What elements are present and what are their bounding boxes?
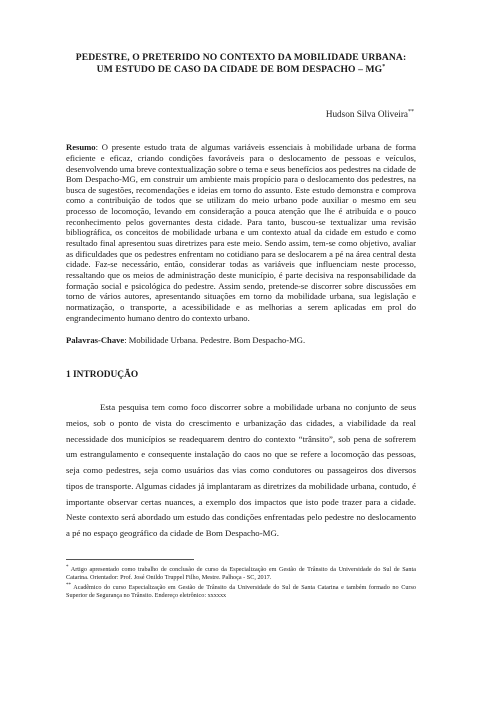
keywords-label: Palavras-Chave bbox=[66, 335, 125, 346]
footnote-1-text: Artigo apresentado como trabalho de conclusão de curso da Especialização em Gestão de Trânsito da Universidade do Sul de Santa Catarina. Orientador: Prof. José Onildo Truppel Filho, Mestre. Palhoça - SC, 2017. bbox=[66, 565, 416, 581]
title-footnote-mark: * bbox=[382, 63, 386, 70]
paper-title bbox=[66, 52, 416, 75]
footnote-2 bbox=[66, 584, 416, 600]
keywords-text: : Mobilidade Urbana. Pedestre. Bom Despacho-MG. bbox=[124, 335, 306, 346]
abstract bbox=[66, 142, 416, 323]
section-heading: 1 INTRODUÇÃO bbox=[66, 370, 139, 381]
abstract-label: Resumo bbox=[66, 142, 96, 153]
abstract-text: : O presente estudo trata de algumas variáveis essenciais à mobilidade urbana de forma eficiente e eficaz, criando condições favoráveis para o deslocamento de pessoas e veículos, desenvolvendo uma breve contextualização sobre o tema e seus benefícios aos pedestres na cidade de Bom Despacho-MG, em construir um ambiente mais propício para o deslocamento dos pedestres, na busca de sugestões, recomendações e ideias em torno do assunto. Este estudo demonstra e comprova como a contribuição de todos que se utilizam do meio urbano pode auxiliar o mesmo em seu processo de locomoção, levando em consideração a pouca atenção que lhe é atribuída e o pouco reconhecimento pelos governantes desta cidade. Para tanto, buscou-se textualizar uma revisão bibliográfica, os conceitos de mobilidade urbana e um contexto atual da cidade em estudo e como resultado final apresentou suas diretrizes para este meio. Sendo assim, tem-se como objetivo, avaliar as dificuldades que os pedestres enfrentam no cotidiano para se deslocarem a pé na área central desta cidade. Faz-se necessário, então, considerar todas as variáveis que influenciam neste processo, ressaltando que os meios de administração deste município, é parte decisiva na responsabilidade da formação social e psicológica do pedestre. Assim sendo, pretende-se discorrer sobre discussões em torno de vários autores, apresentando situações em torno da mobilidade urbana, sua legislação e normatização, o transporte, a acessibilidade e as melhorias a serem aplicadas em prol do engrandecimento humano dentro do contexto urbano. bbox=[66, 142, 416, 323]
footnotes bbox=[66, 566, 416, 601]
intro-paragraph: Esta pesquisa tem como foco discorrer sobre a mobilidade urbana no conjunto de seus meios, sob o ponto de vista do crescimento e urbanização das cidades, a viabilidade da real necessidade dos municípios se readequarem dentro do contexto “trânsito”, sob pena de sofrerem um estrangulamento e consequente instalação do caos no que se refere a locomoção das pessoas, seja como pedestres, seja como usuários das vias como condutores ou passageiros dos diversos tipos de transporte. Algumas cidades já implantaram as diretrizes da mobilidade urbana, contudo, é importante observar certas nuances, a exemplo dos impactos que isto pode trazer para a cidade. Neste contexto será abordado um estudo das condições enfrentadas pelo pedestre no deslocamento a pé no espaço geográfico da cidade de Bom Despacho-MG. bbox=[66, 402, 416, 538]
title-line-2: UM ESTUDO DE CASO DA CIDADE DE BOM DESPACHO – MG bbox=[96, 63, 383, 75]
author-line bbox=[66, 109, 414, 119]
footnote-2-text: Acadêmico do curso Especialização em Gestão de Trânsito da Universidade do Sul de Santa Catarina e também formado no Curso Superior de Segurança no Trânsito. Endereço eletrônico: xxxxxx bbox=[66, 584, 416, 600]
footnote-1-mark: * bbox=[66, 564, 69, 570]
author-name: Hudson Silva Oliveira bbox=[325, 109, 408, 120]
footnote-divider bbox=[66, 559, 194, 560]
keywords bbox=[66, 335, 416, 346]
footnote-1 bbox=[66, 566, 416, 582]
footnote-2-mark: ** bbox=[66, 583, 71, 589]
author-footnote-mark: ** bbox=[408, 109, 414, 116]
title-line-1: PEDESTRE, O PRETERIDO NO CONTEXTO DA MOBILIDADE URBANA: bbox=[75, 52, 407, 63]
